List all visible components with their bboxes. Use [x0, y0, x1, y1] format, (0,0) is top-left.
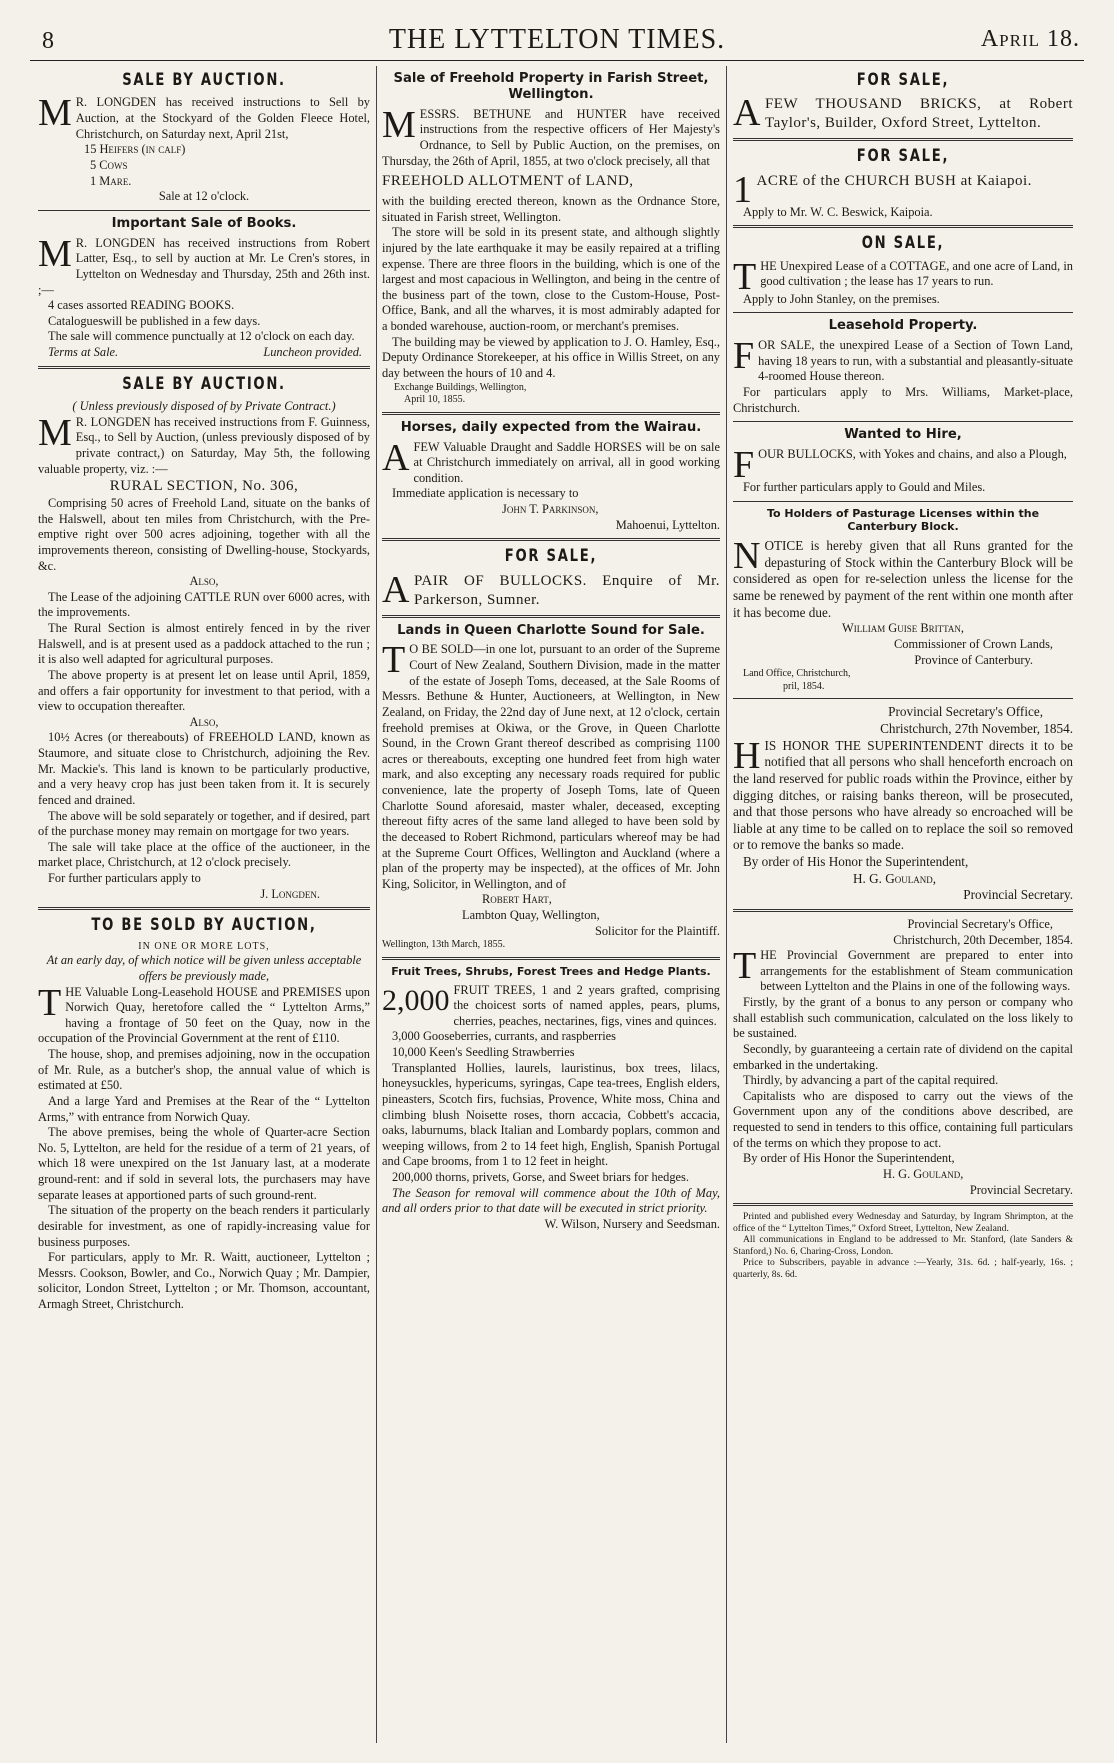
ad-sale-rural-section [38, 374, 370, 911]
ad-fruit-trees [382, 965, 720, 1233]
ad-body: R. LONGDEN has received instructions from F. Guinness, Esq., to Sell by Auction, (unless previously disposed of by private contract,) on Saturday, May 5th, the following valuable property, viz. :— [38, 414, 370, 476]
also-label: Also, [189, 574, 219, 589]
ad-body: FEW Valuable Draught and Saddle HORSES will be on sale at Christchurch immediately on arrival, all in good working condition. [413, 439, 720, 485]
also-label: Also, [189, 714, 219, 729]
drop-cap: A [382, 436, 410, 479]
ad-paragraph: Immediate application is necessary to [392, 486, 579, 501]
ad-paragraph: The building may be viewed by application to J. O. Hamley, Esq., Deputy Ordinance Storekeeper, at his office in Willis Street, on any day between the hours of 10 and 4. [382, 334, 720, 380]
ad-body: R. LONGDEN has received instructions from Robert Latter, Esq., to sell by auction at Mr. Le Cren's stores, in Lyttelton on Wednesday and Thursday, 25th and 26th inst. ;— [38, 235, 370, 297]
lot-item: 15 Heifers (in calf) [84, 142, 186, 157]
ad-bricks [733, 70, 1073, 141]
column-2 [382, 66, 720, 1743]
ad-paragraph: For particulars, apply to Mr. R. Waitt, auctioneer, Lyttelton ; Messrs. Cookson, Bowler, and Co., Norwich Quay ; Mr. Dampier, solicitor, London Street, Lyttelton ; or Mr. Thomson, accountant, Armagh Street, Christchurch. [38, 1250, 370, 1312]
ad-body: OUR BULLOCKS, with Yokes and chains, and also a Plough, [758, 447, 1067, 462]
ad-paragraph: 10½ Acres (or thereabouts) of FREEHOLD LAND, known as Staumore, and situate close to Christchurch, adjoining the Rev. Mr. Mackie's. This land is known to be particularly productive, and a very heavy crop has just been taken from it. It is securely fenced and drained. [38, 730, 370, 807]
drop-cap: T [733, 945, 757, 988]
ad-body: R. LONGDEN has received instructions to Sell by Auction, at the Stockyard of the Golden Fleece Hotel, Christchurch, on Saturday next, April 21st, [75, 95, 370, 141]
ad-paragraph: By order of His Honor the Superintendent, [743, 854, 969, 869]
ad-line: Catalogueswill be published in a few days. [48, 313, 261, 328]
ad-superintendent-notice [733, 704, 1073, 912]
terms: Terms at Sale. [48, 345, 119, 359]
drop-cap: T [382, 639, 406, 682]
ad-paragraph: The Lease of the adjoining CATTLE RUN over 6000 acres, with the improvements. [38, 589, 370, 620]
drop-cap: F [733, 444, 755, 487]
lot-item: 5 Cows [90, 157, 128, 172]
drop-cap: M [382, 103, 416, 146]
drop-cap: A [733, 92, 761, 135]
ad-address: Exchange Buildings, Wellington, [394, 381, 527, 393]
ad-body: PAIR OF BULLOCKS. Enquire of Mr. Parkerson, Sumner. [413, 572, 720, 608]
ad-paragraph: The situation of the property on the beach renders it particularly desirable for investment, as one of rapidly-increasing value for business purposes. [38, 1203, 370, 1249]
signature: H. G. Gouland, [883, 1166, 964, 1181]
luncheon: Luncheon provided. [263, 345, 362, 359]
drop-cap: T [733, 255, 757, 298]
date-line: Christchurch, 27th November, 1854. [880, 721, 1073, 736]
signature-address: Mahoenui, Lyttelton. [615, 517, 720, 532]
ad-paragraph: Thirdly, by advancing a part of the capital required. [743, 1073, 999, 1088]
section-title: RURAL SECTION, No. 306, [109, 478, 299, 495]
ad-body: ESSRS. BETHUNE and HUNTER have received instructions from the respective officers of Her Majesty's Ordnance, to Sell by Public Auction, on the premises, on Thursday, the 26th of April, 1855, at two o'clock precisely, all that [382, 106, 720, 168]
signature: Robert Hart, [482, 892, 552, 907]
ad-pasturage-notice [733, 507, 1073, 700]
ad-queen-charlotte-sound [382, 623, 720, 960]
date-line: Christchurch, 20th December, 1854. [893, 932, 1073, 947]
signature-title: Solicitor for the Plaintiff. [594, 923, 720, 938]
ad-freehold-wellington [382, 71, 720, 415]
ad-paragraph: Apply to John Stanley, on the premises. [743, 291, 940, 306]
office-line: Provincial Secretary's Office, [907, 916, 1053, 931]
ad-paragraph: The above will be sold separately or together, and if desired, part of the purchase money may remain on mortgage for two years. [38, 808, 370, 839]
imprint [733, 1211, 1073, 1280]
ad-paragraph: The sale will take place at the office of the auctioneer, in the market place, Christchurch, at 12 o'clock precisely. [38, 839, 370, 870]
signature-title: Provincial Secretary. [963, 887, 1073, 903]
masthead [30, 22, 1084, 61]
ad-church-bush [733, 146, 1073, 228]
ad-paragraph: Firstly, by the grant of a bonus to any person or company who shall establish such communication, calculated on the loss likely to be sustained. [733, 995, 1073, 1041]
ad-sale-lyttelton-arms [38, 915, 370, 1312]
ad-body: HE Unexpired Lease of a COTTAGE, and one acre of Land, in good cultivation ; the lease has 17 years to run. [760, 258, 1073, 289]
signature-title: Commissioner of Crown Lands, [893, 636, 1053, 651]
ad-paragraph: And a large Yard and Premises at the Rear of the “ Lyttelton Arms,” with entrance from Norwich Quay. [38, 1093, 370, 1124]
ad-date: Wellington, 13th March, 1855. [382, 939, 506, 951]
office-line: Provincial Secretary's Office, [888, 704, 1043, 720]
column-rule [726, 66, 727, 1743]
ad-line: 4 cases assorted READING BOOKS. [48, 298, 235, 313]
ad-body: HE Provincial Government are prepared to enter into arrangements for the establishment of Steam communication between Lyttelton and the Plains in one of the following ways. [760, 948, 1073, 994]
signature-address: Lambton Quay, Wellington, [462, 908, 600, 923]
ad-body: IS HONOR THE SUPERINTENDENT directs it to be notified that all persons who shall henceforth encroach on the land reserved for public roads within the Province, either by digging ditches, or raising banks thereon, will be prosecuted, and that those persons who have already so encroached will be liable at any time to be called on to replace the soil so removed or to remove the banks so made. [733, 737, 1073, 853]
signature: John T. Parkinson, [502, 502, 599, 517]
ad-cottage [733, 233, 1073, 313]
ad-steam-communication [733, 917, 1073, 1206]
ad-paragraph: Transplanted Hollies, laurels, lauristinus, box trees, lilacs, honeysuckles, hypericums, syringas, Cape tea-trees, English elders, pineasters, Scotch firs, fuchsias, Provence, White moss, China and climbing blush Noisette roses, thorn accacia, Cobbett's accacia, oaks, laburnums, black Italian and Lombardy poplars, common and weeping willows, from 2 to 14 feet high, English, Spanish Portugal and Cape brooms, from 1 to 12 feet in height. [382, 1060, 720, 1169]
ad-heading: To Holders of Pasturage Licenses within the Canterbury Block. [766, 506, 1040, 534]
ad-paragraph: 3,000 Gooseberries, currants, and raspberries [392, 1029, 616, 1044]
ad-paragraph: For further particulars apply to [48, 871, 201, 886]
ad-heading: FOR SALE, [856, 146, 950, 167]
imprint-line: Price to Subscribers, payable in advance :—Yearly, 31s. 6d. ; half-yearly, 16s. ; quarterly, 8s. 6d. [733, 1257, 1073, 1280]
ad-paragraph: Secondly, by guaranteeing a certain rate of dividend on the capital embarked in the undertaking. [733, 1041, 1073, 1072]
ad-paragraph: The above premises, being the whole of Quarter-acre Section No. 5, Lyttelton, are held for the residue of a term of 21 years, of which 18 were unexpired on the 1st January last, at a moderate ground-rent: and if sold in several lots, the purchasers may have separate leases at apportioned parts of such ground-rent. [38, 1125, 370, 1202]
ad-sale-cattle [38, 70, 370, 211]
ad-heading: Sale of Freehold Property in Farish Street, Wellington. [393, 71, 709, 102]
ad-heading: SALE BY AUCTION. [122, 70, 286, 90]
ad-body: FEW THOUSAND BRICKS, at Robert Taylor's, Builder, Oxford Street, Lyttelton. [764, 96, 1073, 132]
signature: H. G. Gouland, [853, 870, 937, 886]
page-number: 8 [42, 28, 54, 54]
drop-cap: M [38, 411, 72, 454]
ad-heading: SALE BY AUCTION. [122, 373, 286, 394]
drop-cap: A [382, 568, 410, 611]
ad-heading: Leasehold Property. [828, 318, 978, 334]
ad-heading: ON SALE, [861, 233, 945, 254]
ad-paragraph: with the building erected thereon, known as the Ordnance Store, situated in Farish street, Wellington. [382, 194, 720, 224]
ad-heading: TO BE SOLD BY AUCTION, [91, 915, 317, 936]
ad-bullocks [382, 546, 720, 617]
ad-paragraph: The store will be sold in its present state, and although slightly injured by the late earthquake it may be easily repaired at a trifling expense. There are three floors in the building, which is one of the largest and most capacious in Wellington, and being in the centre of the business part of the town, close to the Custom-House, Post-Office, Bank, and all the wharves, it is most admirably adapted for a bonded warehouse, auction-room, or merchant's premises. [382, 225, 720, 334]
ad-leasehold [733, 318, 1073, 422]
imprint-line: All communications in England to be addressed to Mr. Stanford, (late Sanders & Stanford,) No. 6, Charing-Cross, London. [733, 1234, 1073, 1257]
ad-paragraph: For particulars apply to Mrs. Williams, Market-place, Christchurch. [733, 384, 1073, 415]
column-3 [733, 66, 1073, 1743]
drop-cap: H [733, 734, 761, 777]
newspaper-title: THE LYTTELTON TIMES. [388, 24, 726, 55]
ad-paragraph: By order of His Honor the Superintendent, [743, 1151, 955, 1166]
drop-number: 2,000 [382, 983, 450, 1017]
ad-note: At an early day, of which notice will be given unless acceptable offers be previously made, [46, 953, 362, 983]
ad-paragraph: For further particulars apply to Gould and Miles. [743, 480, 986, 495]
ad-paragraph: The Rural Section is almost entirely fenced in by the river Halswell, and is at present used as a paddock attached to the run ; it is also well adapted for agricultural purposes. [38, 621, 370, 667]
column-rule [376, 66, 377, 1743]
drop-cap: N [733, 535, 761, 578]
ad-heading: Wanted to Hire, [844, 427, 962, 443]
signature: J. Longden. [260, 886, 320, 901]
ad-paragraph: The house, shop, and premises adjoining, now in the occupation of Mr. Rule, as a butcher's shop, the annual value of which is estimated at £50. [38, 1047, 370, 1093]
ad-paragraph: 200,000 thorns, privets, Gorse, and Sweet briars for hedges. [392, 1170, 689, 1185]
ad-wanted-to-hire [733, 427, 1073, 501]
issue-date: April 18. [980, 26, 1080, 52]
ad-subheading: ( Unless previously disposed of by Private Contract.) [72, 399, 336, 414]
imprint-line: Printed and published every Wednesday and Saturday, by Ingram Shrimpton, at the office of the “ Lyttelton Times,” Oxford Street, Lyttelton, New Zealand. [733, 1211, 1073, 1234]
drop-cap: T [38, 981, 62, 1024]
column-1 [38, 66, 370, 1743]
lot-item: 1 Mare. [90, 173, 132, 188]
ad-paragraph: 10,000 Keen's Seedling Strawberries [392, 1045, 575, 1060]
ad-subheading: IN ONE OR MORE LOTS, [138, 940, 270, 952]
ad-paragraph: Capitalists who are disposed to carry out the views of the Government upon any of the conditions above described, are requested to send in tenders to this office, containing full particulars of the terms on which they propose to act. [733, 1088, 1073, 1150]
ad-date: pril, 1854. [783, 680, 825, 692]
ad-body: FRUIT TREES, 1 and 2 years grafted, comprising the choicest sorts of named apples, pears, plums, cherries, peaches, nectarines, figs, vines and quinces. [453, 982, 720, 1028]
ad-headline: FREEHOLD ALLOTMENT of LAND, [382, 173, 634, 190]
ad-heading: FOR SALE, [856, 70, 950, 90]
ad-heading: Lands in Queen Charlotte Sound for Sale. [397, 622, 705, 638]
ad-address: April 10, 1855. [404, 394, 466, 406]
ad-heading: Horses, daily expected from the Wairau. [400, 419, 702, 435]
ad-body: O BE SOLD—in one lot, pursuant to an order of the Supreme Court of New Zealand, Southern Division, made in the matter of the estate of Joseph Toms, deceased, at the Sale Rooms of Messrs. Bethune & Hunter, Auctioneers, at Wellington, in New Zealand, on Friday, the 22nd day of June next, at 12 o'clock, certain freehold premises at Okiwa, or the Grove, in Queen Charlotte Sound, in the Crown Grant thereof described as comprising 1100 acres or thereabouts, excepting one hundred feet from high water mark, and also excepting any necessary roads required for public convenience, late the property of Joseph Toms, late of Queen Charlotte Sound aforesaid, master whaler, deceased, excepting thereout fifty acres of the same land alleged to have been sold by the deceased to Robert Richmond, particulars whereof may be had at the Supreme Court Offices, Wellington and Auckland (where a plan of the property may be inspected), at the offices of Mr. John King, Solicitor, in Wellington, and of [382, 642, 720, 891]
ad-paragraph: Comprising 50 acres of Freehold Land, situate on the banks of the Halswell, about ten miles from Christchurch, with the Pre-emptive right over 500 acres adjoining, together with all the improvements thereon, consisting of Dwelling-house, Stockyards, &c. [38, 496, 370, 573]
ad-heading: FOR SALE, [504, 546, 598, 567]
signature-title: Provincial Secretary. [969, 1182, 1073, 1197]
signature: William Guise Brittan, [842, 621, 964, 636]
ad-sale-books [38, 216, 370, 369]
drop-cap: M [38, 232, 72, 275]
ad-body: OTICE is hereby given that all Runs granted for the depasturing of Stock within the Canterbury Block will be considered as open for re-selection unless the license for the same be renewed by payment of the rent within one month after it has become due. [733, 538, 1073, 620]
ad-paragraph: Apply to Mr. W. C. Beswick, Kaipoia. [743, 204, 933, 219]
ad-heading: Important Sale of Books. [111, 215, 297, 231]
drop-cap: F [733, 335, 755, 378]
sale-time: Sale at 12 o'clock. [158, 189, 250, 204]
ad-address: Land Office, Christchurch, [743, 668, 851, 680]
ad-paragraph: The above property is at present let on lease until April, 1859, and offers a fair opportunity for investment to that period, with a view to occupation thereafter. [38, 667, 370, 714]
ad-paragraph: The Season for removal will commence about the 10th of May, and all orders prior to that date will be executed in strict priority. [382, 1185, 720, 1216]
ad-horses [382, 420, 720, 542]
ad-line: The sale will commence punctually at 12 o'clock on each day. [48, 329, 355, 344]
signature: W. Wilson, Nursery and Seedsman. [544, 1216, 720, 1231]
ad-heading: Fruit Trees, Shrubs, Forest Trees and Hedge Plants. [391, 964, 711, 978]
drop-cap: 1 [733, 168, 753, 211]
drop-cap: M [38, 92, 72, 135]
signature-title: Province of Canterbury. [914, 652, 1033, 667]
ad-body: OR SALE, the unexpired Lease of a Section of Town Land, having 18 years to run, with a substantial and pleasantly-situate 4-roomed House thereon. [758, 338, 1073, 384]
ad-body: ACRE of the CHURCH BUSH at Kaiapoi. [756, 172, 1032, 189]
ad-body: HE Valuable Long-Leasehold HOUSE and PREMISES upon Norwich Quay, heretofore called the “ Lyttelton Arms,” having a frontage of 50 feet on the Quay, now in the occupation of the Provincial Government at the rent of £110. [38, 984, 370, 1046]
